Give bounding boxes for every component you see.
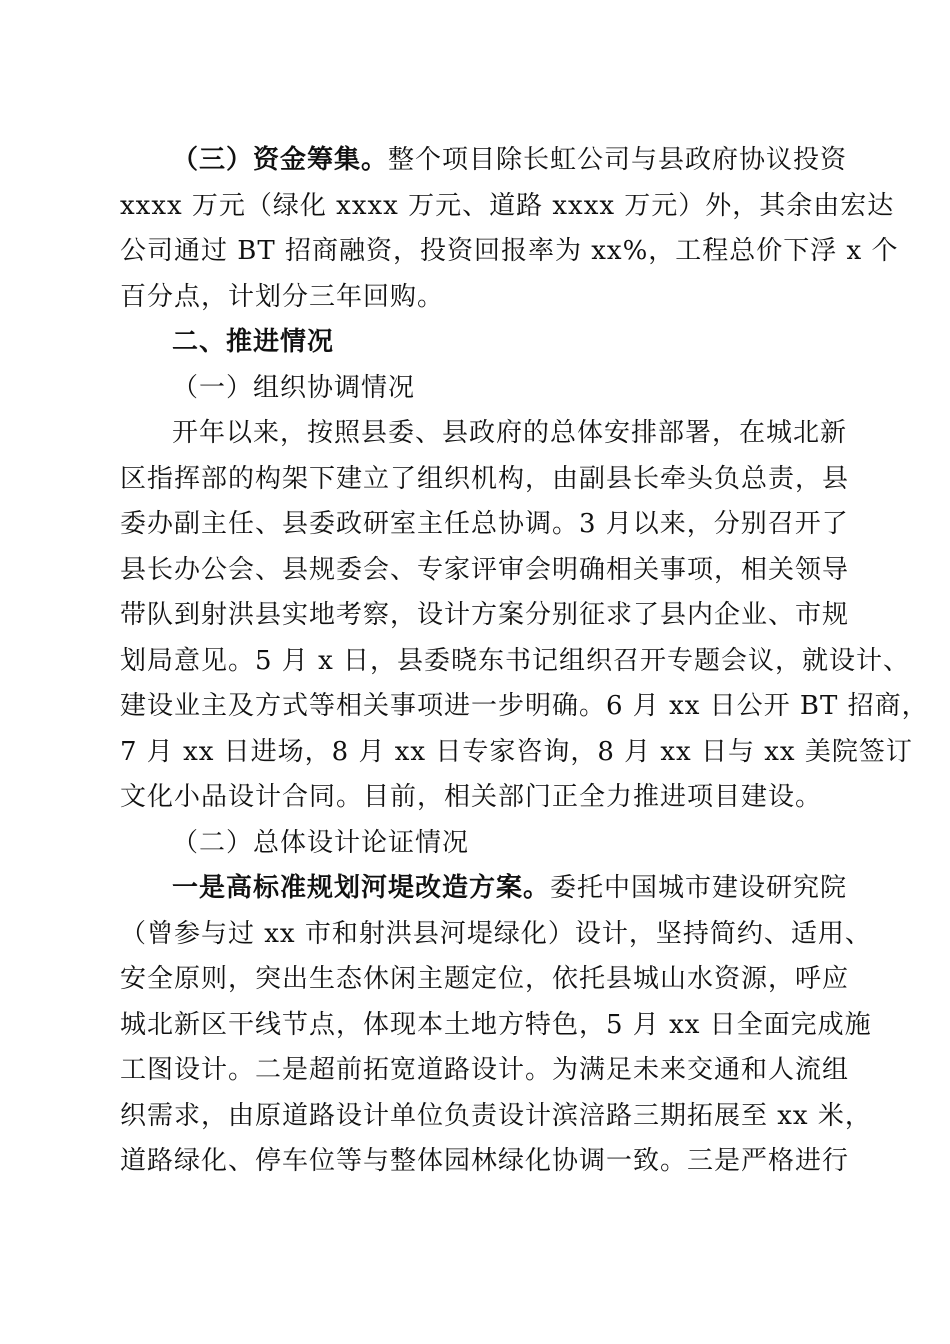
coordination-line: 委办副主任、县委政研室主任总协调。3 月以来，分别召开了 <box>120 509 849 539</box>
funding-line-4: 百分点，计划分三年回购。 <box>120 281 445 312</box>
section-heading: 二、推进情况 <box>172 327 335 357</box>
design-line-1-text: 委托中国城市建设研究院 <box>550 873 848 903</box>
design-line-1 <box>120 866 848 912</box>
coordination-line: 文化小品设计合同。目前，相关部门正全力推进项目建设。 <box>120 782 823 812</box>
subheading-design: （二）总体设计论证情况 <box>172 827 470 858</box>
design-line: 织需求，由原道路设计单位负责设计滨涪路三期拓展至 xx 米， <box>120 1100 872 1131</box>
coordination-line: 县长办公会、县规委会、专家评审会明确相关事项，相关领导 <box>120 554 850 585</box>
funding-line-1 <box>120 138 848 184</box>
coordination-line: 开年以来，按照县委、县政府的总体安排部署，在城北新 <box>172 418 848 448</box>
funding-lead: （三）资金筹集。 <box>172 145 389 175</box>
design-lead: 一是高标准规划河堤改造方案。 <box>172 873 551 903</box>
design-line: 安全原则，突出生态休闲主题定位，依托县城山水资源，呼应 <box>120 964 850 994</box>
coordination-line: 区指挥部的构架下建立了组织机构，由副县长牵头负总责，县 <box>120 463 850 494</box>
coordination-line: 建设业主及方式等相关事项进一步明确。6 月 xx 日公开 BT 招商， <box>120 691 929 721</box>
funding-line-3: 公司通过 BT 招商融资，投资回报率为 xx%，工程总价下浮 x 个 <box>120 236 899 266</box>
document-body <box>120 138 929 1185</box>
coordination-line: 带队到射洪县实地考察，设计方案分别征求了县内企业、市规 <box>120 600 850 630</box>
design-line: 城北新区干线节点，体现本土地方特色，5 月 xx 日全面完成施 <box>120 1009 872 1040</box>
funding-line-1-text: 整个项目除长虹公司与县政府协议投资 <box>388 145 848 175</box>
coordination-line: 划局意见。5 月 x 日，县委晓东书记组织召开专题会议，就设计、 <box>120 645 910 676</box>
coordination-line: 7 月 xx 日进场，8 月 xx 日专家咨询，8 月 xx 日与 xx 美院签订 <box>120 736 913 767</box>
funding-line-2: xxxx 万元（绿化 xxxx 万元、道路 xxxx 万元）外，其余由宏达 <box>120 190 895 221</box>
design-line: 工图设计。二是超前拓宽道路设计。为满足未来交通和人流组 <box>120 1055 850 1085</box>
subheading-coordination: （一）组织协调情况 <box>172 372 416 403</box>
design-line: （曾参与过 xx 市和射洪县河堤绿化）设计，坚持简约、适用、 <box>120 918 872 949</box>
design-line: 道路绿化、停车位等与整体园林绿化协调一致。三是严格进行 <box>120 1146 850 1176</box>
